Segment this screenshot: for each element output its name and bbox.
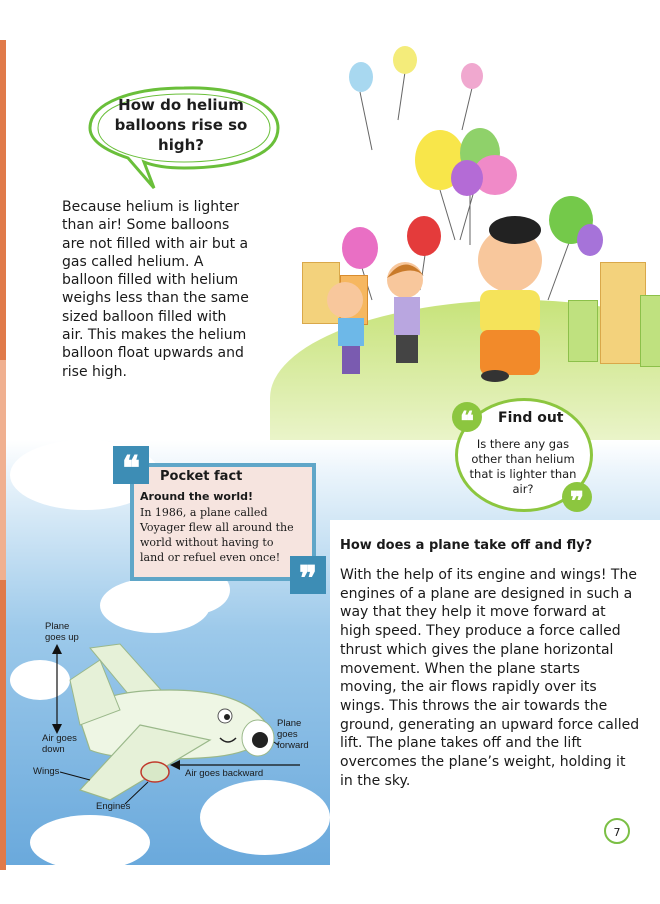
balloon-purple [451,160,483,196]
pocket-fact-subtitle: Around the world! [140,490,254,503]
label-plane-goes-forward: Plane goes forward [277,718,309,751]
building [568,300,598,362]
open-quote-icon: ❝ [452,402,482,432]
plane-section-text: With the help of its engine and wings! The engines of a plane are designed in such a way that they help it move forward at high speed. They produce a force called thrust which gives the plane horizontal movement. When the plane starts moving, the air flows rapidly over its wings. This throws the air towards the ground, generating an upward force called lift. The plane takes off and the lift overcomes the plane’s weight, holding it in the sky. [340,567,640,789]
man-shoe [481,370,509,382]
helium-answer-text: Because helium is lighter than air! Some balloons are not filled with air but a gas called helium. A balloon filled with helium weighs less than the same sized balloon filled with air. This makes the helium balloon float upwards and rise high. [62,199,249,380]
label-plane-goes-up: Plane goes up [45,621,79,643]
close-quote-icon: ❞ [290,556,326,594]
man-shirt [480,290,540,335]
kid-body [394,297,420,335]
label-engines: Engines [96,801,131,812]
label-air-goes-down: Air goes down [42,733,77,755]
man-hat [489,216,541,244]
label-air-goes-backward: Air goes backward [185,768,264,779]
balloon-small-blue [349,62,373,92]
balloon-violet-right [577,224,603,256]
open-quote-icon: ❝ [113,446,149,484]
balloon-small-yellow [393,46,417,74]
plane-section-heading: How does a plane take off and fly? [340,538,593,553]
kid-legs [396,335,418,363]
characters-illustration [320,200,560,390]
find-out-text: Is there any gas other than helium that is lighter than air? [469,437,577,496]
arrow-up-head [52,644,62,654]
find-out-title: Find out [498,410,564,426]
plane-pupil [224,714,230,720]
question-line-2: balloons rise so high? [114,116,248,154]
close-quote-icon: ❞ [562,482,592,512]
child-legs [342,346,360,374]
plane-engine [141,762,169,782]
man-trousers [480,330,540,375]
building [640,295,660,367]
pocket-fact-text: In 1986, a plane called Voyager flew all around the world without having to land or refuel even once! [140,506,294,564]
label-wings: Wings [33,766,60,777]
balloon-small-pink [461,63,483,89]
page-number: 7 [604,818,630,844]
question-bubble-title [92,95,270,165]
plane-nose-tip [252,732,268,748]
child-body [338,318,364,346]
question-line-1: How do helium [118,96,244,114]
child-head [327,282,363,318]
pocket-fact-title: Pocket fact [160,469,243,484]
wings-pointer [60,772,90,780]
